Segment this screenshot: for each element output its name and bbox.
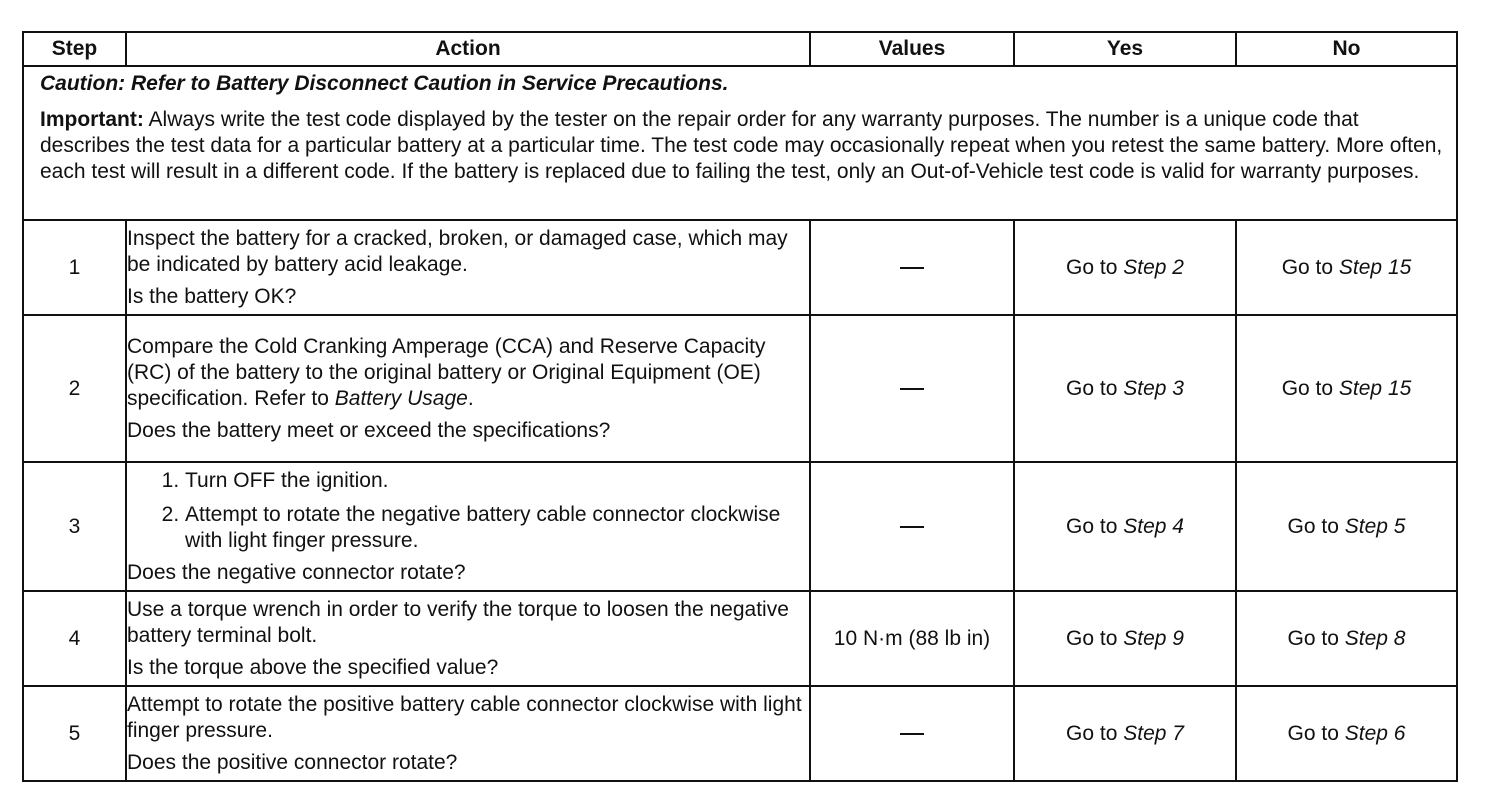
table-row bbox=[23, 315, 1457, 462]
yes-cell bbox=[1014, 220, 1236, 315]
action-cell bbox=[126, 686, 810, 781]
important-text: Always write the test code displayed by the tester on the repair order for any warranty purposes. The number is a unique code that describes the test data for a particular battery at a particular time. The test code may occasionally repeat when you retest the same battery. More often, each test will result in a different code. If the battery is replaced due to failing the test, only an Out-of-Vehicle test code is valid for warranty purposes. bbox=[40, 108, 1443, 183]
value-dash bbox=[900, 388, 924, 390]
goto-prefix: Go to bbox=[1066, 255, 1118, 279]
notes-cell bbox=[23, 66, 1457, 220]
notes-row bbox=[23, 66, 1457, 220]
action-text: Compare the Cold Cranking Amperage (CCA) and Reserve Capacity (RC) of the battery to the original battery or Original Equipment (OE) specification. Refer to Battery Usage. bbox=[127, 334, 766, 410]
no-cell bbox=[1236, 220, 1457, 315]
goto-prefix: Go to bbox=[1281, 255, 1334, 279]
value-cell: 10 N·m (88 lb in) bbox=[810, 591, 1014, 686]
no-step-ref: Step 15 bbox=[1338, 255, 1412, 279]
yes-cell bbox=[1014, 315, 1236, 462]
goto-prefix: Go to bbox=[1287, 626, 1339, 650]
yes-step-ref: Step 3 bbox=[1123, 376, 1184, 400]
table-row bbox=[23, 462, 1457, 591]
caution-note: Caution: Refer to Battery Disconnect Caution in Service Precautions. bbox=[40, 72, 729, 95]
yes-step-ref: Step 2 bbox=[1123, 255, 1184, 279]
value-cell bbox=[810, 686, 1014, 781]
action-cell bbox=[126, 462, 810, 591]
step-number: 3 bbox=[23, 462, 126, 591]
header-action: Action bbox=[126, 32, 810, 66]
header-values: Values bbox=[810, 32, 1014, 66]
yes-step-ref: Step 7 bbox=[1123, 721, 1184, 745]
step-number: 4 bbox=[23, 591, 126, 686]
question-text: Is the battery OK? bbox=[127, 284, 297, 308]
step-number: 2 bbox=[23, 315, 126, 462]
table-row bbox=[23, 220, 1457, 315]
substep-item: 2. Attempt to rotate the negative battery cable connector clockwise with light finger pressure. bbox=[185, 502, 809, 554]
no-cell bbox=[1236, 591, 1457, 686]
no-step-ref: Step 6 bbox=[1344, 721, 1406, 745]
yes-cell bbox=[1014, 462, 1236, 591]
table-row bbox=[23, 591, 1457, 686]
action-text: Use a torque wrench in order to verify the torque to loosen the negative battery terminal bolt. bbox=[127, 597, 789, 647]
yes-cell bbox=[1014, 686, 1236, 781]
diagnostic-table bbox=[22, 31, 1458, 782]
action-cell bbox=[126, 220, 810, 315]
no-step-ref: Step 15 bbox=[1338, 376, 1412, 400]
goto-prefix: Go to bbox=[1066, 514, 1118, 538]
action-cell bbox=[126, 315, 810, 462]
yes-step-ref: Step 9 bbox=[1123, 626, 1184, 650]
no-cell bbox=[1236, 315, 1457, 462]
value-dash bbox=[900, 526, 924, 528]
header-row bbox=[23, 32, 1457, 66]
step-number: 1 bbox=[23, 220, 126, 315]
value-cell bbox=[810, 315, 1014, 462]
question-text: Does the battery meet or exceed the specifications? bbox=[127, 418, 611, 442]
action-reference: Battery Usage bbox=[334, 386, 468, 410]
question-text: Is the torque above the specified value? bbox=[127, 655, 499, 679]
important-label: Important: bbox=[40, 108, 144, 131]
step-number: 5 bbox=[23, 686, 126, 781]
question-text: Does the positive connector rotate? bbox=[127, 750, 458, 774]
goto-prefix: Go to bbox=[1066, 626, 1118, 650]
action-main-text: Compare the Cold Cranking Amperage (CCA) and Reserve Capacity (RC) of the battery to the original battery or Original Equipment (OE) specification. Refer to bbox=[127, 334, 766, 410]
value-cell bbox=[810, 462, 1014, 591]
substep-item: 1. Turn OFF the ignition. bbox=[185, 468, 809, 494]
no-cell bbox=[1236, 462, 1457, 591]
no-step-ref: Step 8 bbox=[1344, 626, 1406, 650]
yes-step-ref: Step 4 bbox=[1123, 514, 1184, 538]
header-yes: Yes bbox=[1014, 32, 1236, 66]
action-text: Inspect the battery for a cracked, broken, or damaged case, which may be indicated by battery acid leakage. bbox=[127, 226, 788, 276]
value-dash bbox=[900, 733, 924, 735]
yes-cell bbox=[1014, 591, 1236, 686]
goto-prefix: Go to bbox=[1281, 376, 1334, 400]
goto-prefix: Go to bbox=[1066, 721, 1118, 745]
value-cell bbox=[810, 220, 1014, 315]
substep-list bbox=[127, 468, 809, 554]
goto-prefix: Go to bbox=[1287, 514, 1339, 538]
no-cell bbox=[1236, 686, 1457, 781]
value-dash bbox=[900, 267, 924, 269]
action-text: Attempt to rotate the positive battery cable connector clockwise with light finger pressure. bbox=[127, 692, 802, 742]
header-step: Step bbox=[23, 32, 126, 66]
question-text: Does the negative connector rotate? bbox=[127, 560, 466, 584]
action-cell bbox=[126, 591, 810, 686]
table-row bbox=[23, 686, 1457, 781]
goto-prefix: Go to bbox=[1287, 721, 1339, 745]
no-step-ref: Step 5 bbox=[1344, 514, 1406, 538]
goto-prefix: Go to bbox=[1066, 376, 1118, 400]
important-note bbox=[40, 107, 1444, 185]
header-no: No bbox=[1236, 32, 1457, 66]
